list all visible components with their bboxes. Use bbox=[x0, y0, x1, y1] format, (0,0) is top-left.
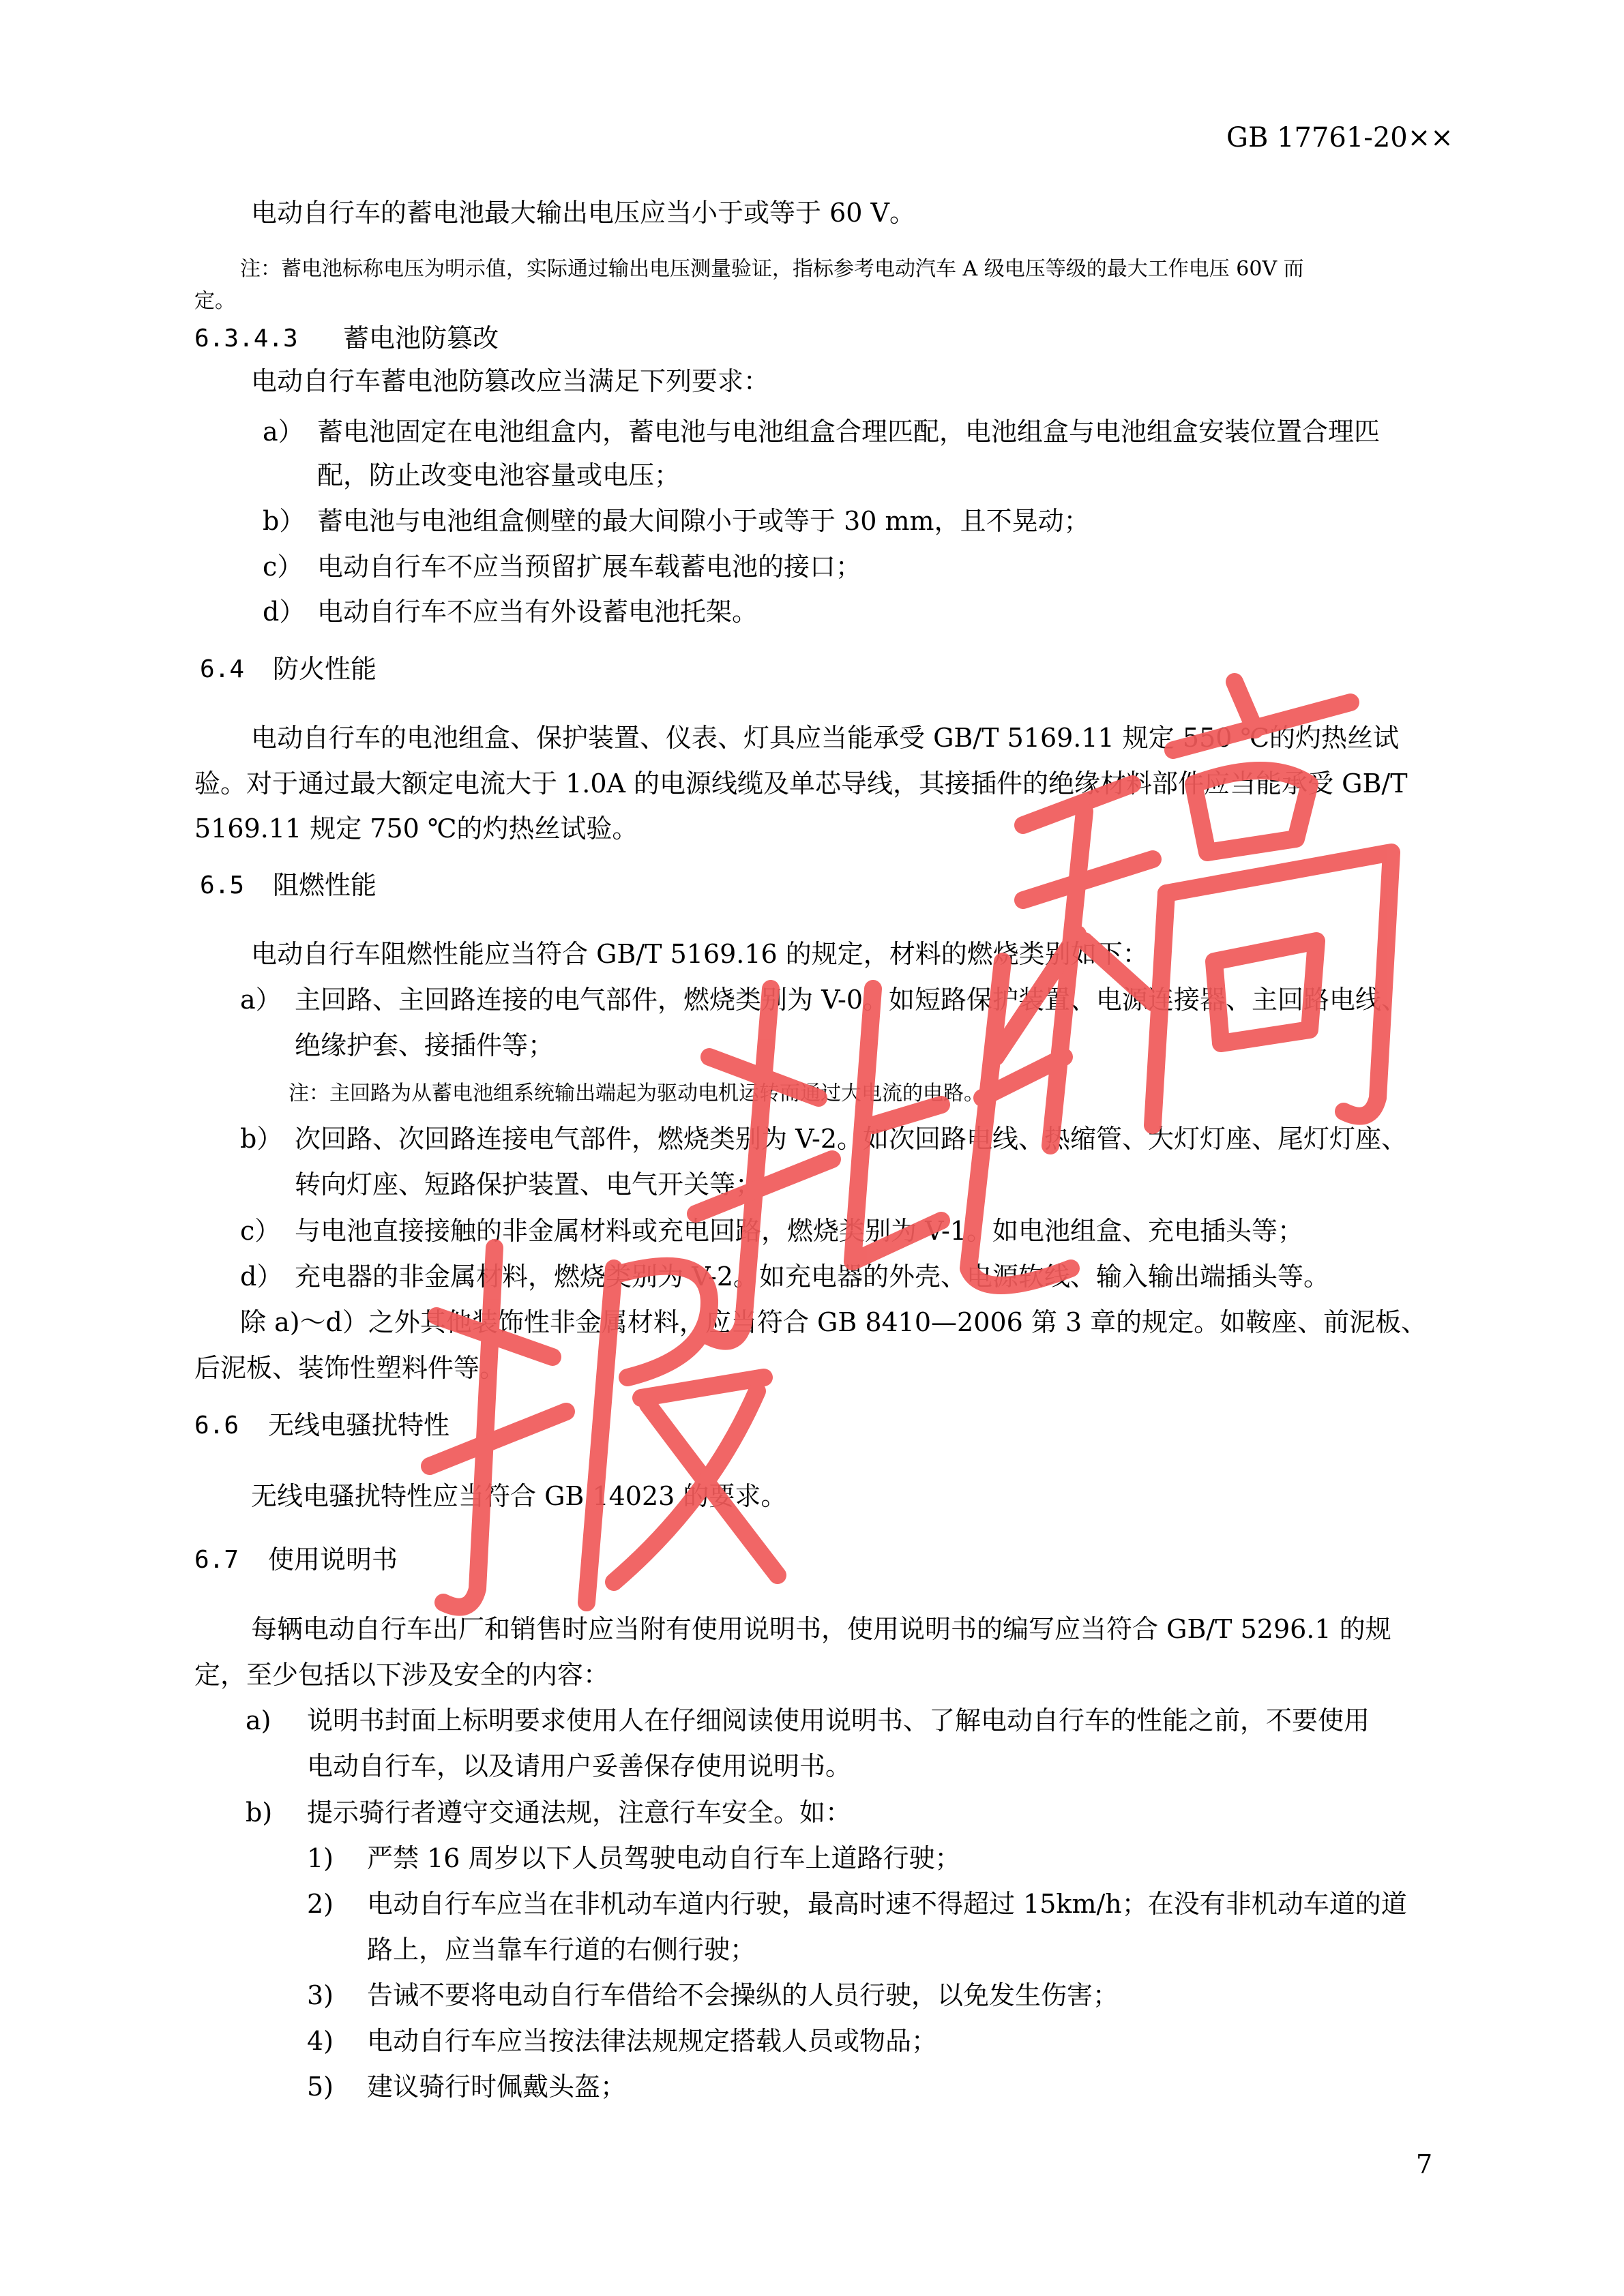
sublist-marker: 5) bbox=[307, 2072, 334, 2102]
sublist-item: 路上，应当靠车行道的右侧行驶； bbox=[367, 1935, 756, 1965]
list-item: 配，防止改变电池容量或电压； bbox=[317, 460, 681, 490]
note: 定。 bbox=[194, 289, 235, 313]
list-item: 充电器的非金属材料，燃烧类别为 V-2。如充电器的外壳、电源软线、输入输出端插头等。 bbox=[295, 1262, 1330, 1292]
paragraph: 电动自行车的电池组盒、保护装置、仪表、灯具应当能承受 GB/T 5169.11 规定 550 ℃的灼热丝试 bbox=[251, 723, 1400, 753]
list-item: 蓄电池与电池组盒侧壁的最大间隙小于或等于 30 mm，且不晃动； bbox=[317, 506, 1090, 536]
section-title: 无线电骚扰特性 bbox=[268, 1410, 450, 1440]
list-item: 电动自行车，以及请用户妥善保存使用说明书。 bbox=[307, 1751, 852, 1781]
section-number: 6.4 bbox=[200, 655, 245, 683]
section-title: 阻燃性能 bbox=[273, 870, 377, 900]
list-marker: c） bbox=[240, 1216, 281, 1246]
list-item: 蓄电池固定在电池组盒内，蓄电池与电池组盒合理匹配，电池组盒与电池组盒安装位置合理匹 bbox=[317, 417, 1381, 447]
list-marker: b) bbox=[246, 1798, 273, 1828]
list-item: 转向灯座、短路保护装置、电气开关等； bbox=[295, 1169, 762, 1199]
list-marker: a） bbox=[263, 417, 304, 447]
sublist-marker: 3) bbox=[307, 1980, 334, 2010]
section-number: 6.5 bbox=[200, 871, 245, 899]
section-number: 6.7 bbox=[194, 1546, 239, 1574]
list-item: 主回路、主回路连接的电气部件，燃烧类别为 V-0。如短路保护装置、电源连接器、主回路电线、 bbox=[295, 985, 1408, 1015]
list-marker: a） bbox=[240, 985, 282, 1015]
list-marker: b） bbox=[263, 506, 306, 536]
paragraph: 验。对于通过最大额定电流大于 1.0A 的电源线缆及单芯导线，其接插件的绝缘材料部件应当能承受 GB/T bbox=[194, 769, 1408, 799]
paragraph: 5169.11 规定 750 ℃的灼热丝试验。 bbox=[194, 814, 638, 844]
list-item: 电动自行车不应当有外设蓄电池托架。 bbox=[317, 597, 758, 627]
paragraph: 电动自行车蓄电池防篡改应当满足下列要求： bbox=[251, 366, 770, 396]
paragraph: 无线电骚扰特性应当符合 GB 14023 的要求。 bbox=[251, 1481, 787, 1511]
section-number: 6.6 bbox=[194, 1412, 239, 1440]
section-title: 防火性能 bbox=[273, 654, 377, 684]
paragraph: 定，至少包括以下涉及安全的内容： bbox=[194, 1660, 610, 1690]
paragraph: 除 a)～d）之外其他装饰性非金属材料，应当符合 GB 8410—2006 第 3 章的规定。如鞍座、前泥板、 bbox=[240, 1307, 1428, 1337]
page-number: 7 bbox=[1416, 2149, 1433, 2179]
list-item: 绝缘护套、接插件等； bbox=[295, 1030, 555, 1060]
document-code: GB 17761-20×× bbox=[1226, 122, 1453, 153]
list-marker: c） bbox=[263, 552, 304, 582]
list-item: 次回路、次回路连接电气部件，燃烧类别为 V-2。如次回路电线、热缩管、大灯灯座、尾灯灯座、 bbox=[295, 1124, 1408, 1154]
list-item: 与电池直接接触的非金属材料或充电回路，燃烧类别为 V-1。如电池组盒、充电插头等； bbox=[295, 1216, 1304, 1246]
sublist-item: 建议骑行时佩戴头盔； bbox=[367, 2072, 627, 2102]
sublist-item: 告诫不要将电动自行车借给不会操纵的人员行驶，以免发生伤害； bbox=[367, 1980, 1119, 2010]
sublist-item: 电动自行车应当在非机动车道内行驶，最高时速不得超过 15km/h；在没有非机动车道的道 bbox=[367, 1889, 1407, 1919]
watermark-stamp bbox=[327, 580, 1487, 1739]
note: 注：蓄电池标称电压为明示值，实际通过输出电压测量验证，指标参考电动汽车 A 级电压等级的最大工作电压 60V 而 bbox=[240, 257, 1304, 281]
list-marker: d） bbox=[240, 1262, 283, 1292]
sublist-item: 严禁 16 周岁以下人员驾驶电动自行车上道路行驶； bbox=[367, 1843, 961, 1873]
list-marker: a) bbox=[246, 1705, 271, 1735]
section-title: 使用说明书 bbox=[268, 1545, 398, 1575]
list-marker: b） bbox=[240, 1124, 283, 1154]
list-item: 电动自行车不应当预留扩展车载蓄电池的接口； bbox=[317, 552, 862, 582]
list-marker: d） bbox=[263, 597, 306, 627]
list-item: 说明书封面上标明要求使用人在仔细阅读使用说明书、了解电动自行车的性能之前，不要使用 bbox=[307, 1705, 1370, 1735]
paragraph: 电动自行车阻燃性能应当符合 GB/T 5169.16 的规定，材料的燃烧类别如下： bbox=[251, 939, 1149, 969]
sublist-item: 电动自行车应当按法律法规规定搭载人员或物品； bbox=[367, 2026, 938, 2056]
paragraph: 电动自行车的蓄电池最大输出电压应当小于或等于 60 V。 bbox=[251, 198, 915, 228]
list-item: 提示骑行者遵守交通法规，注意行车安全。如： bbox=[307, 1798, 852, 1828]
sublist-marker: 1) bbox=[307, 1843, 334, 1873]
sublist-marker: 2) bbox=[307, 1889, 334, 1919]
section-number: 6.3.4.3 bbox=[194, 325, 298, 353]
paragraph: 后泥板、装饰性塑料件等。 bbox=[194, 1353, 506, 1383]
sublist-marker: 4) bbox=[307, 2026, 334, 2056]
note: 注：主回路为从蓄电池组系统输出端起为驱动电机运转而通过大电流的电路。 bbox=[289, 1082, 984, 1105]
paragraph: 每辆电动自行车出厂和销售时应当附有使用说明书，使用说明书的编写应当符合 GB/T 5296.1 的规 bbox=[251, 1614, 1391, 1644]
section-title: 蓄电池防篡改 bbox=[343, 323, 499, 353]
